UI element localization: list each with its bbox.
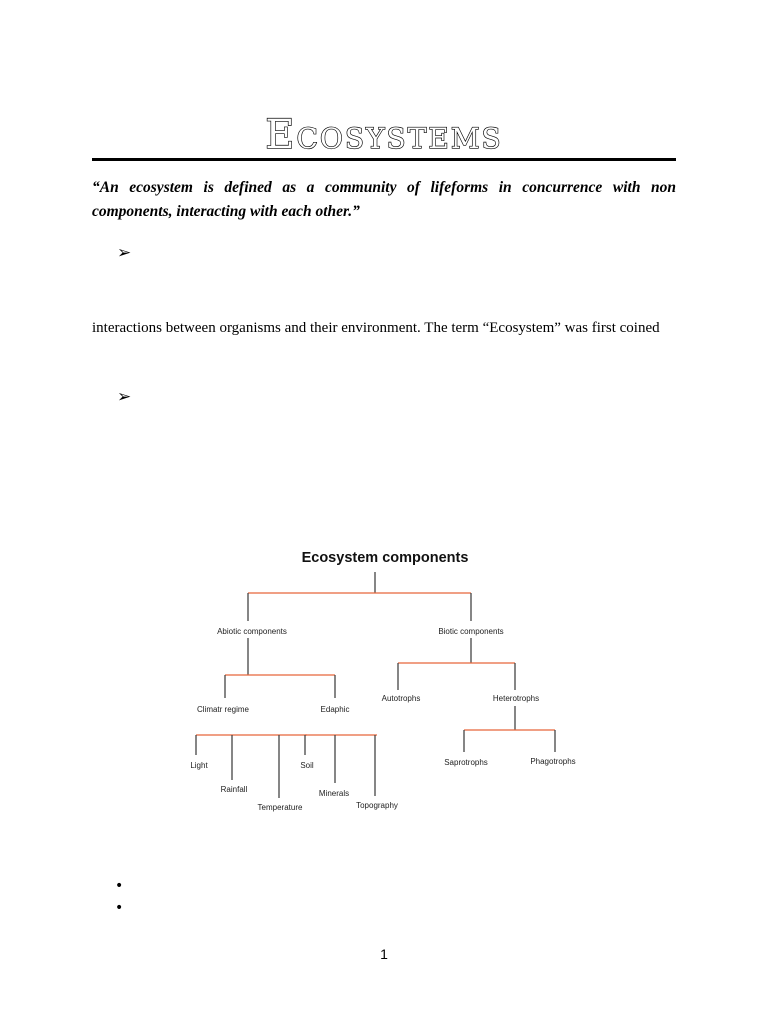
- node-minerals: Minerals: [318, 789, 350, 798]
- definition-quote: “An ecosystem is defined as a community of lifeforms in concurrence with non components, interacting with each other.”: [92, 179, 676, 220]
- body-text-line: interactions between organisms and their environment. The term “Ecosystem” was first coined: [92, 320, 660, 336]
- node-phagotrophs: Phagotrophs: [530, 757, 576, 766]
- node-temperature: Temperature: [257, 803, 303, 812]
- node-heterotrophs: Heterotrophs: [492, 694, 540, 703]
- node-soil: Soil: [300, 761, 314, 770]
- bullet-point: •: [115, 878, 124, 894]
- node-abiotic: Abiotic components: [217, 627, 287, 636]
- title-rule: [92, 158, 676, 161]
- arrow-bullet-icon: ➢: [117, 387, 132, 407]
- node-topography: Topography: [356, 801, 398, 810]
- node-edaphic: Edaphic: [320, 705, 350, 714]
- arrow-bullet-icon: ➢: [117, 243, 132, 263]
- document-title: Ecosystems: [265, 112, 503, 158]
- diagram-connector-lines: [196, 572, 555, 798]
- node-biotic: Biotic components: [438, 627, 504, 636]
- bullet-point: •: [115, 900, 124, 916]
- page-number: 1: [380, 946, 388, 962]
- node-rainfall: Rainfall: [220, 785, 248, 794]
- ecosystem-components-diagram: [180, 540, 600, 825]
- node-saprotrophs: Saprotrophs: [444, 758, 488, 767]
- node-climate: Climatr regime: [196, 705, 250, 714]
- node-autotrophs: Autotrophs: [381, 694, 421, 703]
- node-light: Light: [190, 761, 208, 770]
- diagram-title: Ecosystem components: [301, 550, 469, 566]
